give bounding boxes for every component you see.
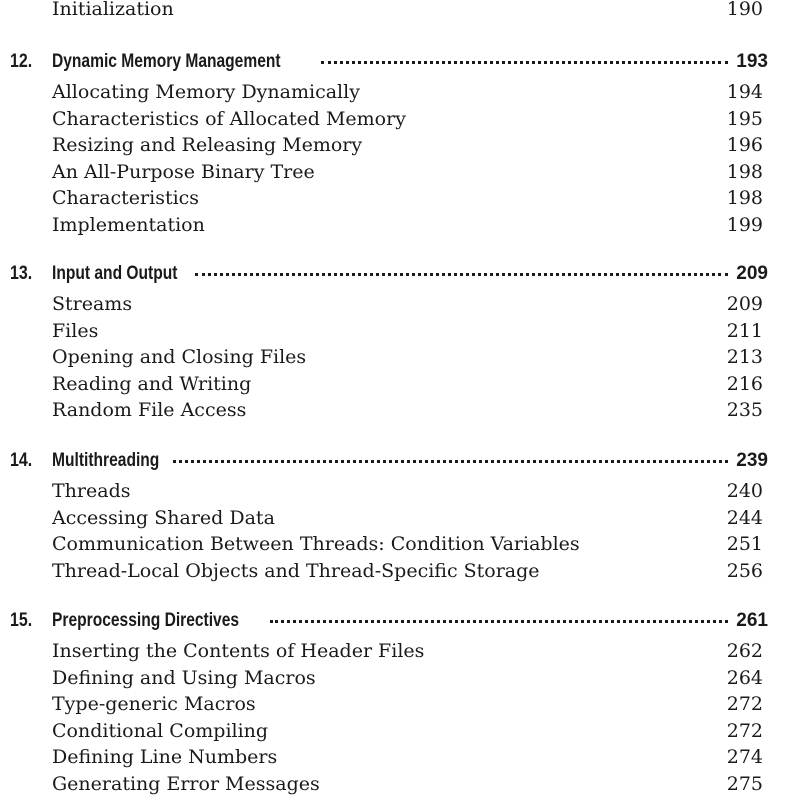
toc-entry-page: 198 bbox=[726, 161, 763, 183]
toc-entry bbox=[0, 667, 800, 689]
toc-entry-title: Accessing Shared Data bbox=[52, 507, 275, 529]
toc-entry bbox=[0, 81, 800, 103]
chapter-heading bbox=[0, 262, 800, 286]
toc-entry-page: 251 bbox=[726, 533, 763, 555]
toc-entry-page: 240 bbox=[726, 480, 763, 502]
toc-entry bbox=[0, 720, 800, 742]
toc-entry-title: Initialization bbox=[52, 0, 174, 20]
chapter-page: 193 bbox=[736, 51, 768, 72]
toc-entry-title: Resizing and Releasing Memory bbox=[52, 134, 363, 156]
chapter-title: Preprocessing Directives bbox=[52, 610, 240, 631]
toc-entry bbox=[0, 108, 800, 130]
chapter-page: 209 bbox=[736, 263, 768, 284]
toc-entry-page: 272 bbox=[726, 693, 763, 715]
toc-entry-title: Thread-Local Objects and Thread-Specific Storage bbox=[52, 560, 540, 582]
toc-entry bbox=[0, 134, 800, 156]
chapter-title: Input and Output bbox=[52, 263, 178, 284]
toc-entry bbox=[0, 533, 800, 555]
toc-entry-title: Defining Line Numbers bbox=[52, 746, 278, 768]
toc-entry bbox=[0, 746, 800, 768]
toc-entry-page: 190 bbox=[726, 0, 763, 20]
chapter-heading-line bbox=[52, 609, 768, 633]
toc-entry-title: Threads bbox=[52, 480, 131, 502]
toc-entry-title: Implementation bbox=[52, 214, 205, 236]
toc-entry-page: 244 bbox=[726, 507, 763, 529]
toc-entry bbox=[0, 480, 800, 502]
toc-entry-page: 275 bbox=[726, 773, 763, 795]
toc-entry-page: 194 bbox=[726, 81, 763, 103]
toc-entry-title: An All-Purpose Binary Tree bbox=[52, 161, 315, 183]
chapter-heading-line bbox=[52, 449, 768, 473]
toc-entry-title: Defining and Using Macros bbox=[52, 667, 316, 689]
toc-entry-page: 272 bbox=[726, 720, 763, 742]
toc-entry-page: 198 bbox=[726, 187, 763, 209]
toc-entry-page: 274 bbox=[726, 746, 763, 768]
dot-leader bbox=[195, 273, 728, 276]
chapter-number: 14. bbox=[10, 450, 33, 471]
toc-entry bbox=[0, 693, 800, 715]
chapter-heading bbox=[0, 449, 800, 473]
toc-entry-page: 196 bbox=[726, 134, 763, 156]
toc-entry-title: Streams bbox=[52, 293, 133, 315]
chapter-page: 239 bbox=[736, 450, 768, 471]
toc-entry-page: 209 bbox=[726, 293, 763, 315]
chapter-title: Dynamic Memory Management bbox=[52, 51, 281, 72]
chapter-title: Multithreading bbox=[52, 450, 160, 471]
toc-entry-title: Allocating Memory Dynamically bbox=[52, 81, 360, 103]
toc-entry bbox=[0, 399, 800, 421]
dot-leader bbox=[173, 460, 728, 463]
toc-entry-title: Reading and Writing bbox=[52, 373, 252, 395]
toc-entry bbox=[0, 214, 800, 236]
toc-entry-title: Conditional Compiling bbox=[52, 720, 269, 742]
chapter-number: 12. bbox=[10, 51, 33, 72]
toc-entry-title: Random File Access bbox=[52, 399, 247, 421]
toc-entry-page: 216 bbox=[726, 373, 763, 395]
toc-entry-title: Generating Error Messages bbox=[52, 773, 320, 795]
toc-entry bbox=[0, 346, 800, 368]
dot-leader bbox=[321, 61, 729, 64]
toc-entry bbox=[0, 161, 800, 183]
chapter-heading-line bbox=[52, 50, 768, 74]
toc-entry-title: Type-generic Macros bbox=[52, 693, 256, 715]
toc-entry bbox=[0, 640, 800, 662]
toc-entry bbox=[0, 560, 800, 582]
toc-entry bbox=[0, 0, 800, 20]
toc-entry bbox=[0, 773, 800, 795]
chapter-number: 13. bbox=[10, 263, 33, 284]
toc-entry-page: 262 bbox=[726, 640, 763, 662]
toc-entry-title: Inserting the Contents of Header Files bbox=[52, 640, 425, 662]
chapter-number: 15. bbox=[10, 610, 33, 631]
chapter-heading bbox=[0, 609, 800, 633]
toc-entry-title: Characteristics of Allocated Memory bbox=[52, 108, 406, 130]
toc-entry bbox=[0, 373, 800, 395]
toc-entry bbox=[0, 293, 800, 315]
toc-entry-page: 199 bbox=[726, 214, 763, 236]
toc-entry-page: 256 bbox=[726, 560, 763, 582]
toc-entry-page: 235 bbox=[726, 399, 763, 421]
toc-entry-page: 211 bbox=[726, 320, 763, 342]
chapter-page: 261 bbox=[736, 610, 768, 631]
toc-entry-title: Characteristics bbox=[52, 187, 200, 209]
chapter-heading bbox=[0, 50, 800, 74]
toc-entry-page: 213 bbox=[726, 346, 763, 368]
toc-entry-title: Communication Between Threads: Condition Variables bbox=[52, 533, 580, 555]
toc-entry-title: Files bbox=[52, 320, 99, 342]
toc-entry bbox=[0, 507, 800, 529]
toc-entry bbox=[0, 320, 800, 342]
toc-entry-page: 264 bbox=[726, 667, 763, 689]
toc-entry-title: Opening and Closing Files bbox=[52, 346, 307, 368]
dot-leader bbox=[270, 620, 728, 623]
chapter-heading-line bbox=[52, 262, 768, 286]
toc-entry-page: 195 bbox=[726, 108, 763, 130]
toc-entry bbox=[0, 187, 800, 209]
